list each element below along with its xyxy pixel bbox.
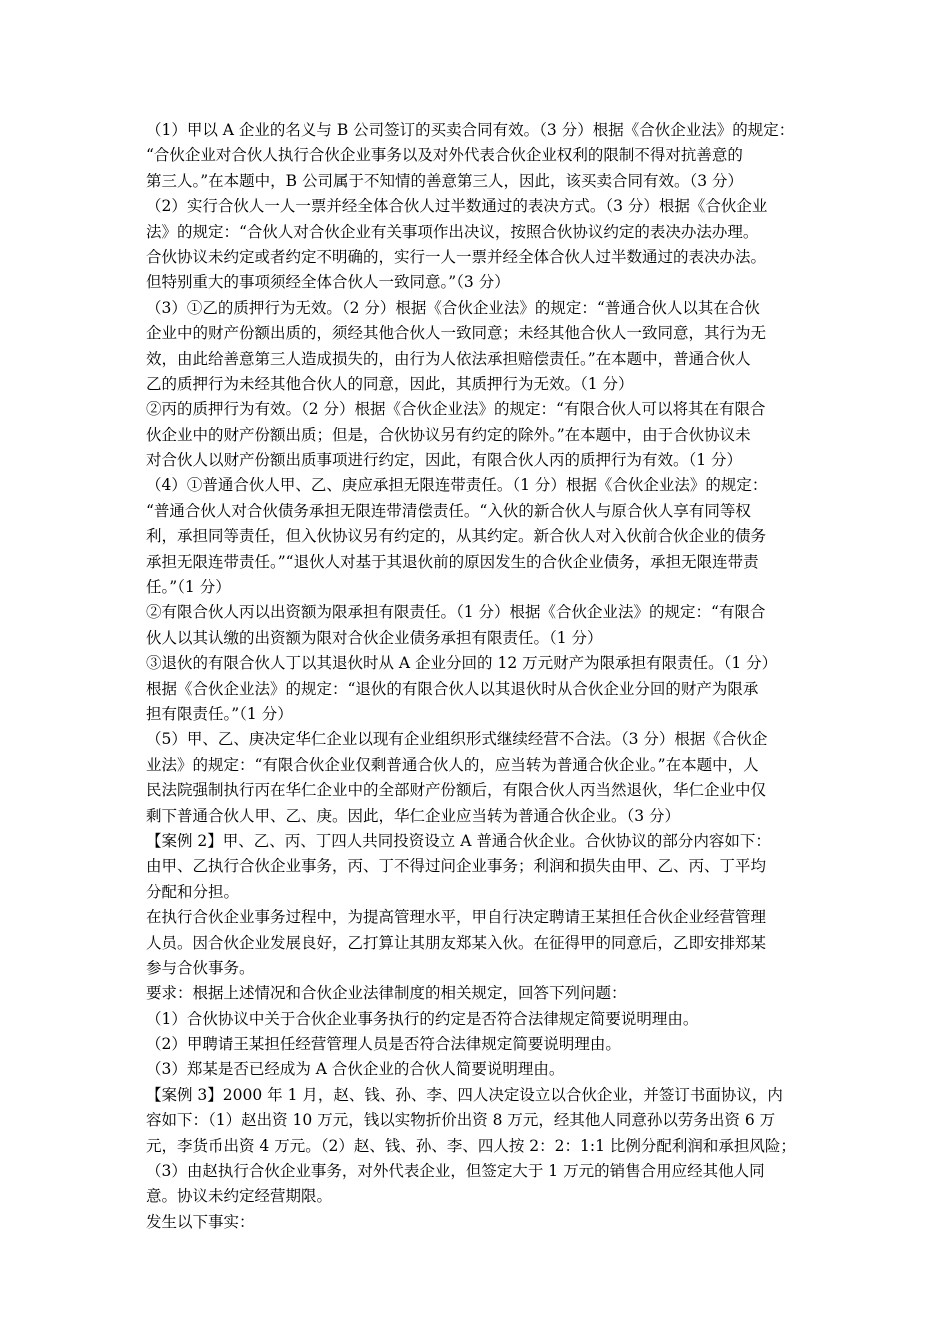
text-line: 在执行合伙企业事务过程中，为提高管理水平，甲自行决定聘请王某担任合伙企业经营管理 [146, 908, 767, 927]
text-line: 伙人以其认缴的出资额为限对合伙企业债务承担有限责任。（1 分） [146, 628, 603, 647]
text-line: 第三人。”在本题中，B 公司属于不知情的善意第三人，因此，该买卖合同有效。（3 分） [146, 171, 744, 190]
text-line: 任。”（1 分） [146, 578, 231, 597]
text-line: 【案例 3】2000 年 1 月，赵、钱、孙、李、四人决定设立以合伙企业，并签订书面协议，内 [146, 1085, 783, 1104]
text-line: 参与合伙事务。 [146, 958, 255, 977]
text-line: （5）甲、乙、庚决定华仁企业以现有企业组织形式继续经营不合法。（3 分）根据《合伙企 [146, 730, 768, 749]
text-line: ②有限合伙人丙以出资额为限承担有限责任。（1 分）根据《合伙企业法》的规定：“有限合 [146, 603, 766, 622]
text-line: 剩下普通合伙人甲、乙、庚。因此，华仁企业应当转为普通合伙企业。（3 分） [146, 806, 681, 825]
text-line: 对合伙人以财产份额出质事项进行约定，因此，有限合伙人丙的质押行为有效。（1 分） [146, 451, 743, 470]
text-line: 人员。因合伙企业发展良好，乙打算让其朋友郑某入伙。在征得甲的同意后，乙即安排郑某 [146, 933, 767, 952]
text-line: （1）合伙协议中关于合伙企业事务执行的约定是否符合法律规定简要说明理由。 [146, 1009, 699, 1028]
text-line: （3）由赵执行合伙企业事务，对外代表企业，但签定大于 1 万元的销售合用应经其他人同 [146, 1162, 765, 1181]
text-line: 企业中的财产份额出质的，须经其他合伙人一致同意；未经其他合伙人一致同意，其行为无 [146, 324, 767, 343]
text-line: 民法院强制执行丙在华仁企业中的全部财产份额后，有限合伙人丙当然退伙，华仁企业中仅 [146, 781, 767, 800]
text-line: 【案例 2】甲、乙、丙、丁四人共同投资设立 A 普通合伙企业。合伙协议的部分内容如下： [146, 831, 771, 850]
text-line: （3）①乙的质押行为无效。（2 分）根据《合伙企业法》的规定：“普通合伙人以其在合伙 [146, 298, 760, 317]
text-line: 但特别重大的事项须经全体合伙人一致同意。”（3 分） [146, 273, 510, 292]
text-line: “合伙企业对合伙人执行合伙企业事务以及对外代表合伙企业权利的限制不得对抗善意的 [146, 146, 743, 165]
text-line: （2）实行合伙人一人一票并经全体合伙人过半数通过的表决方式。（3 分）根据《合伙企业 [146, 197, 768, 216]
text-line: （4）①普通合伙人甲、乙、庚应承担无限连带责任。（1 分）根据《合伙企业法》的规定： [146, 476, 768, 495]
text-line: 发生以下事实： [146, 1212, 255, 1231]
text-line: （2）甲聘请王某担任经营管理人员是否符合法律规定简要说明理由。 [146, 1035, 621, 1054]
text-line: 容如下：（1）赵出资 10 万元，钱以实物折价出资 8 万元，经其他人同意孙以劳务出资 6 万 [146, 1111, 776, 1130]
text-line: 根据《合伙企业法》的规定：“退伙的有限合伙人以其退伙时从合伙企业分回的财产为限承 [146, 679, 759, 698]
text-line: “普通合伙人对合伙债务承担无限连带清偿责任。“入伙的新合伙人与原合伙人享有同等权 [146, 501, 751, 520]
text-line: 效，由此给善意第三人造成损失的，由行为人依法承担赔偿责任。”在本题中，普通合伙人 [146, 349, 751, 368]
text-line: 承担无限连带责任。”“退伙人对基于其退伙前的原因发生的合伙企业债务，承担无限连带责 [146, 552, 759, 571]
text-line: 要求：根据上述情况和合伙企业法律制度的相关规定，回答下列问题： [146, 984, 627, 1003]
text-line: 法》的规定：“合伙人对合伙企业有关事项作出决议，按照合伙协议约定的表决办法办理。 [146, 222, 759, 241]
text-line: 担有限责任。”（1 分） [146, 704, 293, 723]
text-line: 由甲、乙执行合伙企业事务，丙、丁不得过问企业事务；利润和损失由甲、乙、丙、丁平均 [146, 857, 767, 876]
text-line: 伙企业中的财产份额出质；但是，合伙协议另有约定的除外。”在本题中，由于合伙协议未 [146, 425, 751, 444]
text-line: ②丙的质押行为有效。（2 分）根据《合伙企业法》的规定：“有限合伙人可以将其在有限合 [146, 400, 766, 419]
text-line: ③退伙的有限合伙人丁以其退伙时从 A 企业分回的 12 万元财产为限承担有限责任。（1 分） [146, 654, 778, 673]
text-line: 分配和分担。 [146, 882, 240, 901]
text-line: 意。协议未约定经营期限。 [146, 1187, 333, 1206]
text-line: 利，承担同等责任，但入伙协议另有约定的，从其约定。新合伙人对入伙前合伙企业的债务 [146, 527, 767, 546]
text-line: 合伙协议未约定或者约定不明确的，实行一人一票并经全体合伙人过半数通过的表决办法。 [146, 247, 767, 266]
text-line: （1）甲以 A 企业的名义与 B 公司签订的买卖合同有效。（3 分）根据《合伙企业法》的规定： [146, 121, 795, 139]
document-body [146, 118, 810, 1235]
text-line: 乙的质押行为未经其他合伙人的同意，因此，其质押行为无效。（1 分） [146, 374, 634, 393]
text-line: （3）郑某是否已经成为 A 合伙企业的合伙人简要说明理由。 [146, 1060, 565, 1079]
text-line: 业法》的规定：“有限合伙企业仅剩普通合伙人的，应当转为普通合伙企业。”在本题中，人 [146, 755, 759, 774]
text-line: 元，李货币出资 4 万元。（2）赵、钱、孙、李、四人按 2：2：1:1 比例分配利润和承担风险； [146, 1136, 796, 1155]
